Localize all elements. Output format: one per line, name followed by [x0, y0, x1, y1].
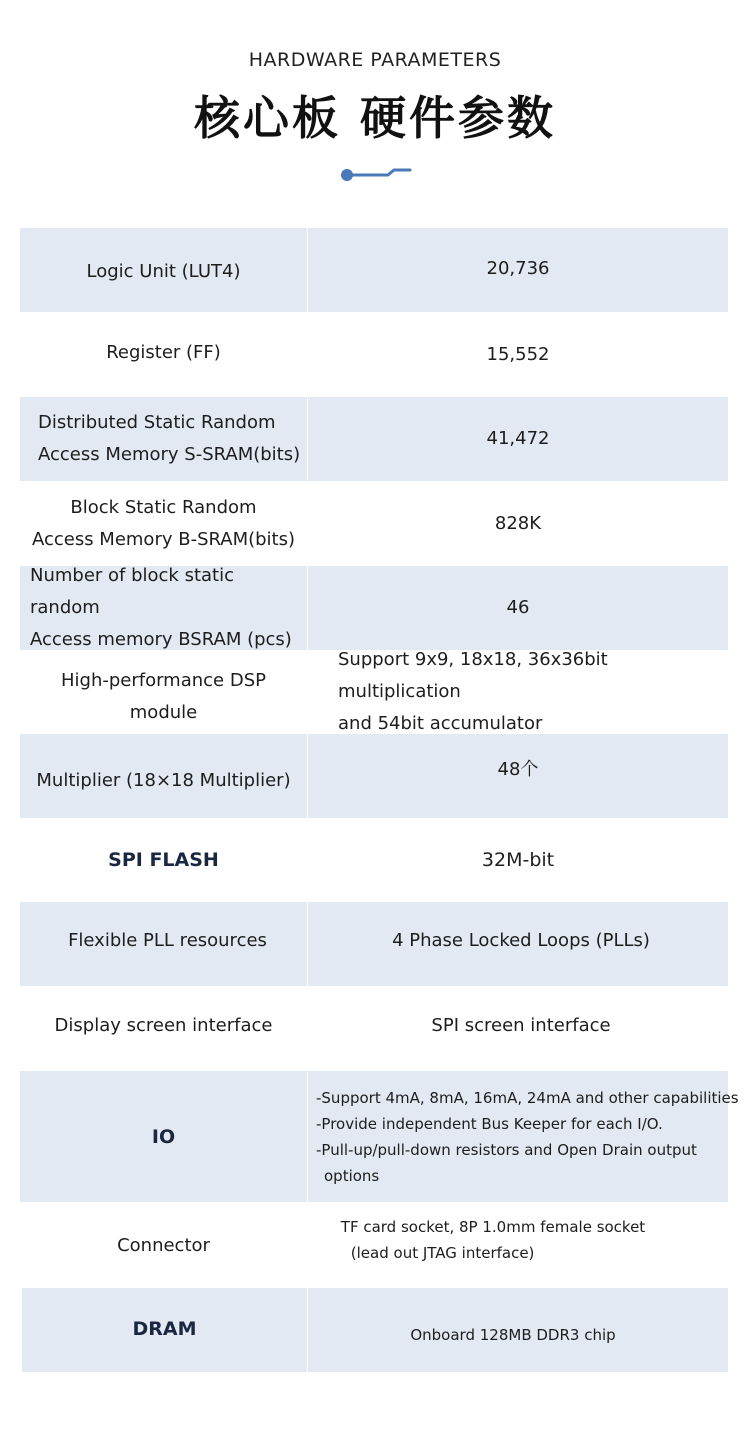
divider-decoration-icon	[340, 166, 412, 184]
param-label: Multiplier (18×18 Multiplier)	[20, 734, 307, 818]
param-value: SPI screen interface	[431, 1014, 611, 1036]
param-value: 15,552	[486, 343, 550, 365]
table-row	[20, 481, 728, 566]
param-value: 46	[308, 566, 728, 650]
param-value-line: and 54bit accumulator	[338, 713, 543, 734]
param-label: DRAM	[22, 1288, 307, 1372]
param-value-line: TF card socket, 8P 1.0mm female socket	[340, 1218, 646, 1236]
param-label: SPI FLASH	[108, 849, 219, 871]
table-row	[20, 1202, 728, 1288]
param-label-line: Access memory BSRAM (pcs)	[30, 629, 292, 650]
table-row	[20, 734, 728, 818]
param-label: IO	[20, 1071, 307, 1202]
param-label	[20, 481, 307, 566]
param-label	[20, 397, 307, 481]
param-label-line: Access Memory B-SRAM(bits)	[31, 528, 296, 550]
param-value	[308, 1071, 739, 1202]
param-value-line: options	[324, 1166, 380, 1185]
page-subtitle: HARDWARE PARAMETERS	[248, 49, 502, 71]
param-value: 48个	[308, 734, 728, 818]
param-value-line: Support 9x9, 18x18, 36x36bit multiplication	[338, 649, 608, 702]
param-label-line: Block Static Random	[70, 496, 257, 518]
param-value-line: -Provide independent Bus Keeper for each I/O.	[316, 1114, 663, 1133]
param-value-line: -Pull-up/pull-down resistors and Open Drain output	[316, 1140, 697, 1159]
param-value: Onboard 128MB DDR3 chip	[308, 1288, 728, 1372]
param-label-line: Access Memory S-SRAM(bits)	[38, 444, 301, 465]
param-value: 4 Phase Locked Loops (PLLs)	[308, 902, 728, 986]
table-row	[20, 312, 728, 397]
table-row	[20, 1071, 739, 1202]
param-label	[20, 566, 307, 650]
table-row	[20, 228, 728, 312]
table-row	[20, 650, 728, 734]
param-value: 828K	[494, 512, 542, 534]
param-label: Connector	[117, 1235, 210, 1256]
table-row	[20, 397, 728, 481]
param-label: High-performance DSP module	[60, 670, 266, 723]
param-value: 32M-bit	[481, 849, 555, 871]
table-row	[20, 986, 728, 1071]
page-title: 核心板 硬件参数	[193, 91, 556, 145]
table-row	[22, 1288, 728, 1372]
param-value	[308, 1202, 728, 1288]
param-label-line: Number of block static random	[30, 565, 235, 618]
param-value: 41,472	[308, 397, 728, 481]
table-row	[20, 818, 728, 902]
param-label: Display screen interface	[54, 1014, 273, 1036]
param-value-line: -Support 4mA, 8mA, 16mA, 24mA and other capabilities	[316, 1088, 739, 1107]
param-value	[308, 650, 728, 734]
param-label: Logic Unit (LUT4)	[20, 228, 307, 312]
param-label: Flexible PLL resources	[20, 902, 307, 986]
param-label: Register (FF)	[106, 341, 221, 363]
table-row	[20, 902, 728, 986]
param-label-line: Distributed Static Random	[38, 412, 276, 433]
param-value: 20,736	[308, 228, 728, 312]
table-row	[20, 566, 728, 650]
param-value-line: (lead out JTAG interface)	[350, 1244, 535, 1262]
